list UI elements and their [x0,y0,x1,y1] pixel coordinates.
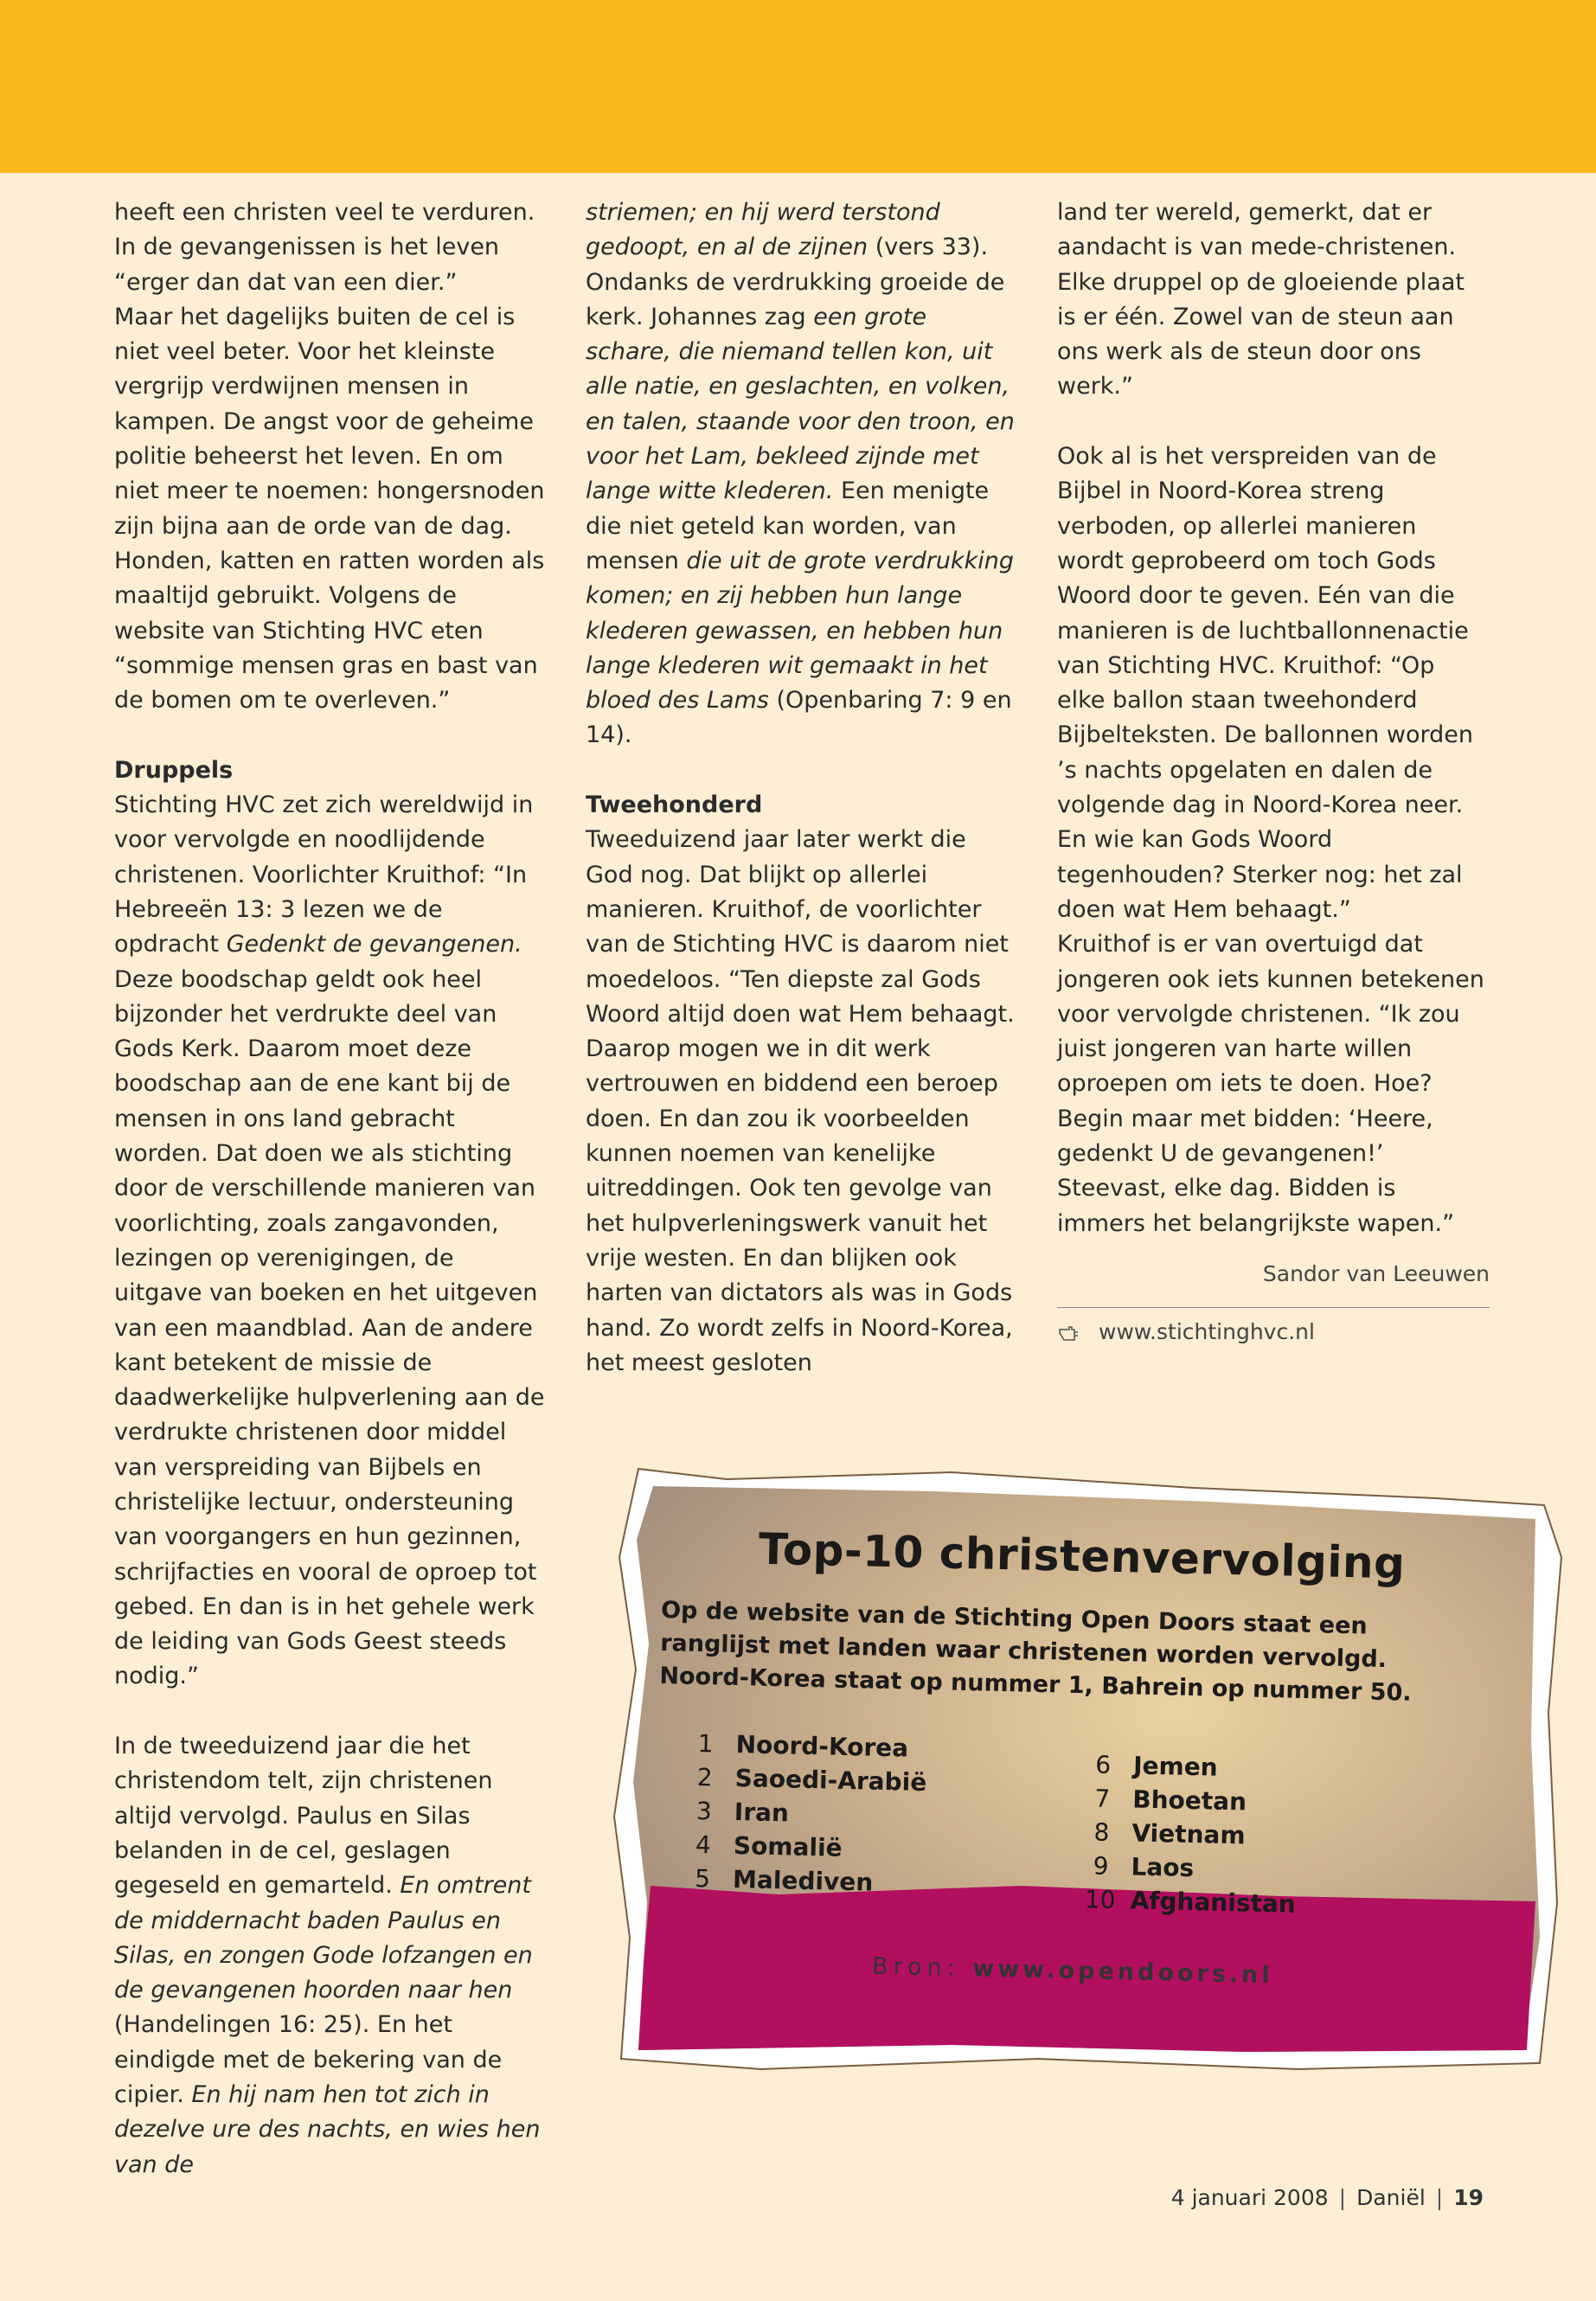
list-item: 9 Laos [1093,1851,1195,1883]
paragraph: Stichting HVC zet zich wereldwijd in voor vervolgde en noodlijdende christenen. Voorlichter Kruithof: “In Hebreeën 13: 3 lezen we de opdracht Gedenkt de gevangenen. Deze boodschap geldt ook heel bijzonder het verdrukte deel van Gods Kerk. Daarom moet deze boodschap aan de ene kant bij de mensen in ons land gebracht worden. Dat doen we als stichting door de verschillende manieren van voorlichting, zoals zangavonden, lezingen op verenigingen, de uitgave van boeken en het uitgeven van een maandblad. Aan de andere kant betekent de missie de daadwerkelijke hulpverlening aan de verdrukte christenen door middel van verspreiding van Bijbels en christelijke lectuur, ondersteuning van voorgangers en hun gezinnen, schrijfacties en vooral de oproep tot gebed. En dan is in het gehele werk de leiding van Gods Geest steeds nodig.” [114,792,545,1690]
article-column-2 [586,195,1018,1381]
list-item: 5 Malediven [694,1864,874,1897]
page-number: 19 [1453,2185,1484,2210]
author-byline: Sandor van Leeuwen [1262,1260,1490,1286]
paragraph: Tweeduizend jaar later werkt die God nog. Dat blijkt op allerlei manieren. Kruithof, de voorlichter van de Stichting HVC is daarom niet moedeloos. “Ten diepste zal Gods Woord altijd doen wat Hem behaagt. Daarop mogen we in dit werk vertrouwen en biddend een beroep doen. En dan zou ik voorbeelden kunnen noemen van kenelijke uitreddingen. Ook ten gevolge van het hulpverleningswerk vanuit het vrije westen. En dan blijken ook harten van dictators als was in Gods hand. Zo wordt zelfs in Noord-Korea, het meest gesloten [586,826,1015,1376]
divider [1057,1307,1490,1308]
source-url[interactable]: www.opendoors.nl [972,1955,1273,1990]
website-url[interactable]: www.stichtinghvc.nl [1099,1319,1315,1345]
magazine-name: Daniël [1356,2185,1426,2210]
section-heading: Tweehonderd [586,792,763,819]
pointing-hand-icon [1057,1319,1083,1345]
top10-box [588,1453,1574,2076]
article-column-3 [1057,195,1490,1350]
paragraph: striemen; en hij werd terstond gedoopt, en al de zijnen (vers 33). Ondanks de verdrukking groeide de kerk. Johannes zag een grote schare, die niemand tellen kon, uit alle natie, en geslachten, en volken, en talen, staande voor den troon, en voor het Lam, bekleed zijnde met lange witte klederen. Een menigte die niet geteld kan worden, van mensen die uit de grote verdrukking komen; en zij hebben hun lange klederen gewassen, en hebben hun lange klederen wit gemaakt in het bloed des Lams (Openbaring 7: 9 en 14). [586,199,1015,749]
box-intro: Op de website van de Stichting Open Doors staat een ranglijst met landen waar christenen worden vervolgd. Noord-Korea staat op nummer 1, Bahrein op nummer 50. [659,1597,1412,1707]
issue-date: 4 januari 2008 [1170,2185,1329,2210]
header-band [0,0,1596,173]
page-footer: 4 januari 2008 | Daniël | 19 [1170,2185,1484,2210]
box-source: Bron: www.opendoors.nl [871,1952,1273,1990]
list-item: 3 Iran [695,1797,790,1828]
section-heading: Druppels [114,756,234,784]
paragraph: land ter wereld, gemerkt, dat er aandacht is van mede-christenen. Elke druppel op de gloeiende plaat is er één. Zowel van de steun aan ons werk als de steun door ons werk.” [1057,199,1465,401]
list-item: 7 Bhoetan [1094,1784,1247,1817]
paragraph: Kruithof is er van overtuigd dat jongeren ook iets kunnen betekenen voor vervolgde christenen. “Ik zou juist jongeren van harte willen oproepen om iets te doen. Hoe? Begin maar met bidden: ‘Heere, gedenkt U de gevangenen!’ Steevast, elke dag. Bidden is immers het belangrijkste wapen.” [1057,931,1484,1237]
list-item: 1 Noord-Korea [697,1729,909,1763]
list-item: 8 Vietnam [1093,1817,1246,1850]
list-item: 6 Jemen [1094,1750,1219,1782]
list-item: 10 Afghanistan [1084,1885,1297,1919]
paragraph: Maar het dagelijks buiten de cel is niet veel beter. Voor het kleinste vergrijp verdwijnen mensen in kampen. De angst voor de geheime politie beheerst het leven. En om niet meer te noemen: hongersnoden zijn bijna aan de orde van de dag. Honden, katten en ratten worden als maaltijd gebruikt. Volgens de website van Stichting HVC eten “sommige mensen gras en bast van de bomen om te overleven.” [114,303,545,715]
paragraph: Ook al is het verspreiden van de Bijbel in Noord-Korea streng verboden, op allerlei manieren wordt geprobeerd om toch Gods Woord door te geven. Eén van die manieren is de luchtballonnenactie van Stichting HVC. Kruithof: “Op elke ballon staan tweehonderd Bijbelteksten. De ballonnen worden ’s nachts opgelaten en dalen de volgende dag in Noord-Korea neer. En wie kan Gods Woord tegenhouden? Sterker nog: het zal doen wat Hem behaagt.” [1057,443,1473,923]
ranking-list-2 [1069,1747,1358,1922]
list-item: 2 Saoedi-Arabië [696,1763,927,1798]
paragraph: In de tweeduizend jaar die het christendom telt, zijn christenen altijd vervolgd. Paulus en Silas belanden in de cel, geslagen gegeseld en gemarteld. En omtrent de middernacht baden Paulus en Silas, en zongen Gode lofzangen en de gevangenen hoorden naar hen (Handelingen 16: 25). En het eindigde met de bekering van de cipier. En hij nam hen tot zich in dezelve ure des nachts, en wies hen van de [114,1733,541,2178]
paragraph: heeft een christen veel te verduren. In de gevangenissen is het leven “erger dan dat van een dier.” [114,199,535,296]
ranking-list-1 [671,1726,961,1913]
website-link[interactable] [1057,1315,1490,1349]
article-column-1 [114,195,547,2182]
list-item: 4 Somalië [695,1830,843,1862]
box-title: Top-10 christenvervolging [758,1523,1407,1589]
